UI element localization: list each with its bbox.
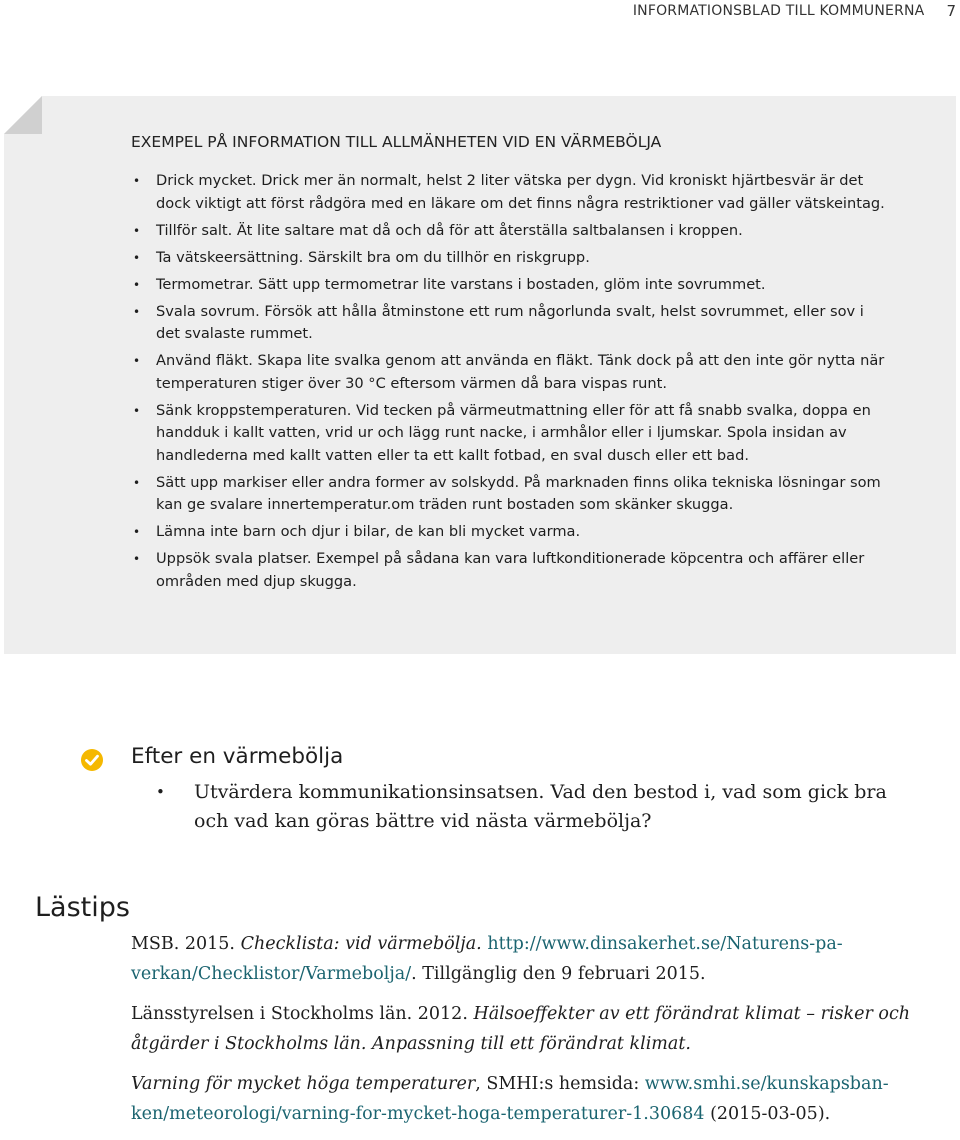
reference-list <box>131 930 921 1140</box>
list-item-text: Termometrar. Sätt upp termometrar lite varstans i bostaden, glöm inte sovrummet. <box>156 275 766 293</box>
list-item-text: Använd fläkt. Skapa lite svalka genom att använda en fläkt. Tänk dock på att den inte gör nytta när temperaturen stiger över 30 °C eftersom värmen då bara vispas runt. <box>156 352 885 392</box>
bullet: • <box>133 354 141 368</box>
page-number: 7 <box>946 2 956 20</box>
running-header <box>633 0 960 22</box>
reference-item <box>131 1000 921 1059</box>
bullet: • <box>133 552 141 566</box>
after-heatwave-list <box>156 778 896 836</box>
bullet: • <box>133 475 141 490</box>
reference-item <box>131 1070 921 1129</box>
bullet: • <box>156 783 165 801</box>
reference-prefix: Länsstyrelsen i Stockholms län. 2012. <box>131 1004 474 1024</box>
reference-link[interactable]: www.smhi.se/kunskapsban-ken/meteorologi/varning-for-mycket-hoga-temperaturer-1.30684 <box>131 1074 889 1124</box>
list-item <box>131 400 891 468</box>
reference-suffix: . Tillgänglig den 9 februari 2015. <box>411 963 706 984</box>
reference-mid: , SMHI:s hemsida: <box>475 1074 645 1094</box>
bullet: • <box>133 403 141 418</box>
info-box-heading: EXEMPEL PÅ INFORMATION TILL ALLMÄNHETEN VID EN VÄRMEBÖLJA <box>131 133 662 151</box>
bullet: • <box>133 174 141 188</box>
bullet: • <box>133 277 141 292</box>
reference-link[interactable]: http://www.dinsakerhet.se/Naturens-pa-verkan/Checklistor/Varmebolja/ <box>131 934 843 984</box>
list-item <box>131 472 891 517</box>
check-circle-icon <box>80 748 104 772</box>
list-item-text: Sätt upp markiser eller andra former av solskydd. På marknaden finns olika tekniska lösningar som kan ge svalare innertemperatur.om träden runt bostaden som skänker skugga. <box>156 473 881 513</box>
list-item-text: Utvärdera kommunikationsinsatsen. Vad den bestod i, vad som gick bra och vad kan göras bättre vid nästa värmebölja? <box>194 781 887 832</box>
list-item-text: Uppsök svala platser. Exempel på sådana kan vara luftkonditionerade köpcentra och affärer eller områden med djup skugga. <box>156 550 865 590</box>
list-item-text: Sänk kroppstemperaturen. Vid tecken på värmeutmattning eller för att få snabb svalka, doppa en handduk i kallt vatten, vrid ur och lägg runt nacke, i armhålor eller i ljumskar. Spola insidan av handlederna med kallt vatten eller ta ett kallt fotbad, en sval dusch eller ett bad. <box>156 401 871 464</box>
reference-item <box>131 930 921 989</box>
list-item <box>131 301 891 346</box>
list-item-text: Svala sovrum. Försök att hålla åtminstone ett rum någorlunda svalt, helst sovrummet, eller sov i det svalaste rummet. <box>156 302 864 342</box>
list-item <box>156 778 896 836</box>
list-item <box>131 350 891 395</box>
list-item <box>131 548 891 593</box>
list-item <box>131 220 891 243</box>
info-box <box>4 96 956 654</box>
reference-title: Hälsoeffekter av ett förändrat klimat – risker och åtgärder i Stockholms län. Anpassning till ett förändrat klimat. <box>131 1004 911 1054</box>
reference-title: Checklista: vid värmebölja. <box>240 934 482 954</box>
info-box-list <box>131 170 891 598</box>
reading-tips-heading: Lästips <box>35 892 130 923</box>
after-heatwave-heading: Efter en värmebölja <box>131 744 344 769</box>
bullet: • <box>133 250 141 265</box>
list-item <box>131 247 891 270</box>
list-item-text: Lämna inte barn och djur i bilar, de kan bli mycket varma. <box>156 523 581 540</box>
running-title: INFORMATIONSBLAD TILL KOMMUNERNA <box>632 3 925 19</box>
list-item-text: Drick mycket. Drick mer än normalt, helst 2 liter vätska per dygn. Vid kroniskt hjärtbesvär är det dock viktigt att först rådgöra med en läkare om det finns några restriktioner vad gäller vätskeintag. <box>156 172 885 212</box>
bullet: • <box>133 223 141 238</box>
list-item <box>131 521 891 544</box>
reference-prefix: MSB. 2015. <box>131 934 241 954</box>
list-item-text: Ta vätskeersättning. Särskilt bra om du tillhör en riskgrupp. <box>156 248 590 266</box>
list-item <box>131 170 891 215</box>
bullet: • <box>133 304 141 319</box>
reference-suffix: (2015-03-05). <box>704 1103 831 1124</box>
folded-corner-icon <box>4 96 42 134</box>
reference-title: Varning för mycket höga temperaturer <box>131 1074 476 1094</box>
list-item-text: Tillför salt. Ät lite saltare mat då och då för att återställa saltbalansen i kroppen. <box>156 221 743 239</box>
list-item <box>131 274 891 297</box>
bullet: • <box>133 525 141 539</box>
